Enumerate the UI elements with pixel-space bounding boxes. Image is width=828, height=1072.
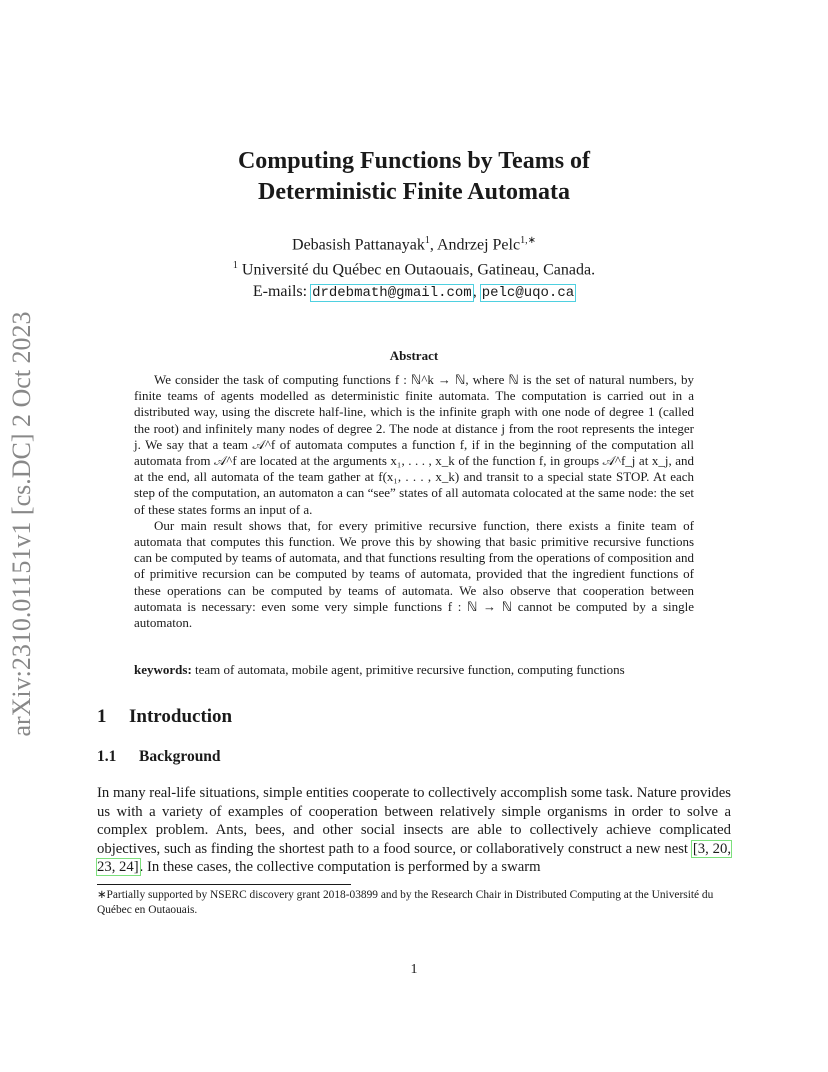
title-line-1: Computing Functions by Teams of <box>237 148 591 174</box>
email-link-2[interactable]: pelc@uqo.ca <box>481 284 575 301</box>
paper-title <box>0 146 828 208</box>
abstract-body <box>134 372 694 631</box>
abstract-paragraph-1: We consider the task of computing functions f : ℕ^k → ℕ, where ℕ is the set of natural numbers, by finite teams of agents modelled as deterministic finite automata. The computation is carried out in a distributed way, using the discrete half-line, which is the infinite graph with one node of degree 1 (called the root) and infinitely many nodes of degree 2. The node at distance j from the root represents the integer j. We say that a team 𝒜^f of automata computes a function f, if in the beginning of the computation all automata from 𝒜^f are located at the arguments x₁, . . . , x_k of the function f, in groups 𝒜^f_j at x_j, and at the end, all automata of the team gather at f(x₁, . . . , x_k) and transit to a special state STOP. At each step of the computation, an automaton a can “see” states of all automata colocated at the same node: the set of these states forms an input of a. <box>134 372 694 517</box>
email-link-1[interactable]: drdebmath@gmail.com <box>312 284 472 301</box>
email-line <box>0 281 828 304</box>
emails-label: E-mails: <box>252 282 312 300</box>
author-1-sup: 1 <box>424 235 430 246</box>
abstract-paragraph-2: Our main result shows that, for every primitive recursive function, there exists a finite team of automata that computes this function. We prove this by showing that basic primitive recursive functions can be computed by teams of automata, and that functions resulting from the operations of composition and of primitive recursion can be computed by teams of automata, provided that the ingredient functions of these operations can be computed by teams of automata. We also observe that cooperation between automata is necessary: even some very simple functions f : ℕ → ℕ cannot be computed by a single automaton. <box>134 517 694 631</box>
section-title: Introduction <box>129 706 233 727</box>
keywords-label: keywords: <box>134 662 192 677</box>
affiliation: Université du Québec en Outaouais, Gatineau, Canada. <box>237 261 596 279</box>
keywords-text: team of automata, mobile agent, primitive recursive function, computing functions <box>191 662 625 677</box>
abstract-heading: Abstract <box>389 348 439 363</box>
footnote-rule <box>97 884 351 885</box>
subsection-title: Background <box>139 748 221 765</box>
page-number: 1 <box>410 962 418 977</box>
email-separator: , <box>472 282 481 300</box>
author-2-sup: 1,∗ <box>520 235 536 246</box>
author-line <box>0 230 828 255</box>
author-separator: , <box>429 236 437 254</box>
section-number: 1 <box>97 706 107 727</box>
keywords <box>134 662 714 678</box>
subsection-heading <box>97 748 221 766</box>
arxiv-id-text: arXiv:2310.01151v1 [cs.DC] 2 Oct 2023 <box>7 311 36 737</box>
body-text-end: . In these cases, the collective computation is performed by a swarm <box>139 859 541 876</box>
body-paragraph <box>97 784 731 877</box>
affiliation-sup: 1 <box>232 260 238 272</box>
affiliation-line <box>0 255 828 280</box>
footnote: ∗Partially supported by NSERC discovery grant 2018-03899 and by the Research Chair in Distributed Computing at the Université du Québec en Outaouais. <box>97 889 714 916</box>
citation-links[interactable]: [3, 20, 23, 24] <box>97 840 731 876</box>
arxiv-side-stamp <box>7 311 37 737</box>
author-block <box>0 230 828 304</box>
title-line-2: Deterministic Finite Automata <box>258 179 570 205</box>
body-text: In many real-life situations, simple entities cooperate to collectively accomplish some task. Nature provides us with a variety of examples of cooperation between relatively simple organisms in order to solve a complex problem. Ants, bees, and other social insects are able to collectively achieve complicated objectives, such as finding the shortest path to a food source, or collaboratively construct a new nest <box>97 785 731 857</box>
author-2: Andrzej Pelc <box>437 236 521 254</box>
section-heading <box>97 706 232 728</box>
author-1: Debasish Pattanayak <box>292 236 425 254</box>
subsection-number: 1.1 <box>97 748 117 765</box>
